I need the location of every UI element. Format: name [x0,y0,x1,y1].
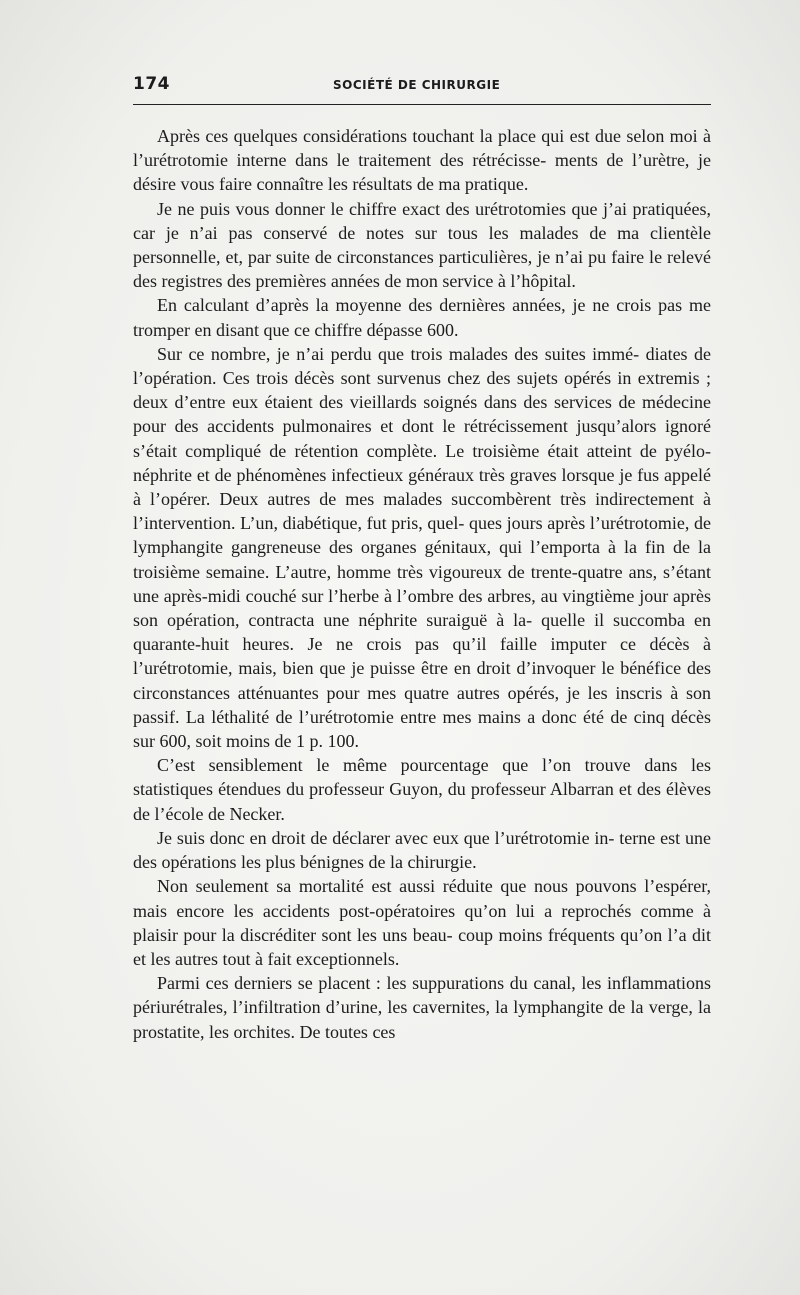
body-text [133,124,711,1044]
paragraph-4: Sur ce nombre, je n’ai perdu que trois malades des suites immé- diates de l’opération. Ces trois décès sont survenus chez des sujets opérés in extremis ; deux d’entre eux étaient des vieillards soignés dans des services de médecine pour des accidents pulmonaires et dont le rétrécissement jusqu’alors ignoré s’était compliqué de rétention complète. Le troisième était atteint de pyélo-néphrite et de phénomènes infectieux généraux très graves lorsque je fus appelé à l’opérer. Deux autres de mes malades succombèrent très indirectement à l’intervention. L’un, diabétique, fut pris, quel- ques jours après l’urétrotomie, de lymphangite gangreneuse des organes génitaux, qui l’emporta à la fin de la troisième semaine. L’autre, homme très vigoureux de trente-quatre ans, s’étant une après-midi couché sur l’herbe à l’ombre des arbres, au vingtième jour après son opération, contracta une néphrite suraiguë à la- quelle il succomba en quarante-huit heures. Je ne crois pas qu’il faille imputer ce décès à l’urétrotomie, mais, bien que je puisse être en droit d’invoquer le bénéfice des circonstances atténuantes pour mes quatre autres opérés, je les inscris à son passif. La léthalité de l’urétrotomie entre mes mains a donc été de cinq décès sur 600, soit moins de 1 p. 100. [133,343,711,752]
paragraph-3: En calculant d’après la moyenne des dernières années, je ne crois pas me tromper en disant que ce chiffre dépasse 600. [133,295,711,340]
paragraph-2: Je ne puis vous donner le chiffre exact des urétrotomies que j’ai pratiquées, car je n’ai pas conservé de notes sur tous les malades de ma clientèle personnelle, et, par suite de circonstances particulières, je n’ai pu faire le relevé des registres des premières années de mon service à l’hôpital. [133,198,711,292]
paragraph-8: Parmi ces derniers se placent : les suppurations du canal, les inflammations périurétrales, l’infiltration d’urine, les cavernites, la lymphangite de la verge, la prostatite, les orchites. De toutes ces [133,973,711,1042]
page-number: 174 [133,74,170,94]
header-rule [133,104,711,105]
running-title: SOCIÉTÉ DE CHIRURGIE [333,78,501,92]
paragraph-7: Non seulement sa mortalité est aussi réduite que nous pouvons l’espérer, mais encore les accidents post-opératoires qu’on lui a reprochés comme à plaisir pour la discréditer sont les uns beau- coup moins fréquents qu’on l’a dit et les autres tout à fait exceptionnels. [133,876,711,969]
paragraph-5: C’est sensiblement le même pourcentage que l’on trouve dans les statistiques étendues du professeur Guyon, du professeur Albarran et des élèves de l’école de Necker. [133,755,711,824]
paragraph-1: Après ces quelques considérations touchant la place qui est due selon moi à l’urétrotomie interne dans le traitement des rétrécisse- ments de l’urètre, je désire vous faire connaître les résultats de ma pratique. [133,126,711,195]
page-header [133,70,711,100]
paragraph-6: Je suis donc en droit de déclarer avec eux que l’urétrotomie in- terne est une des opérations les plus bénignes de la chirurgie. [133,827,711,873]
